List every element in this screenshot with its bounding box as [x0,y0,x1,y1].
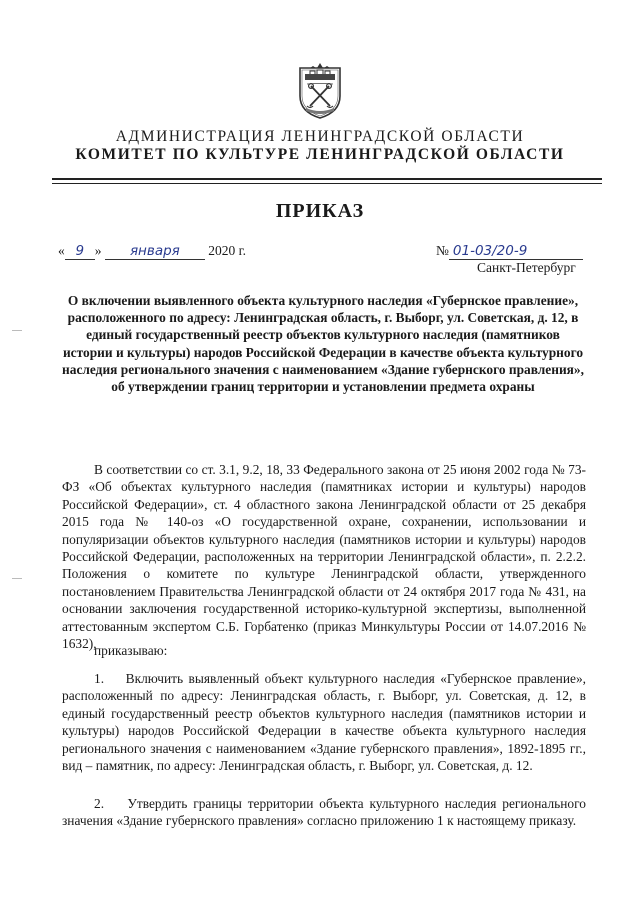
order-item-1: 1. Включить выявленный объект культурного наследия «Губернское правление», расположенный по адресу: Ленинградская область, г. Выборг, ул. Советская, д. 12, в единый государственный реестр объектов культурного наследия (памятников истории и культуры) народов Российской Федерации в качестве объекта культурного наследия регионального значения с наименованием «Здание губернского правления», 1892-1895 гг., вид – памятник, по адресу: Ленинградская область, г. Выборг, ул. Советская, д. 12. [62,671,586,774]
number-value: 01-03/20-9 [449,243,583,260]
preamble-paragraph: В соответствии со ст. 3.1, 9.2, 18, 33 Федерального закона от 25 июня 2002 года № 73-ФЗ «Об объектах культурного наследия (памятниках истории и культуры) народов Российской Федерации», ст. 4 областного закона Ленинградской области от 25 декабря 2015 года № 140-оз «О государственной охране, сохранении, использовании и популяризации объектов культурного наследия (памятников истории и культуры) народов Российской Федерации, расположенных на территории Ленинградской области», п. 2.2.2. Положения о комитете по культуре Ленинградской области, утвержденного постановлением Правительства Ленинградской области от 24 октября 2017 года № 431, на основании заключения государственной историко-культурной экспертизы, выполненной аттестованным экспертом С.Б. Горбатенко (приказ Минкультуры России от 14.07.2016 № 1632), [62,462,586,652]
number-prefix: № [436,243,449,258]
committee-name: КОМИТЕТ ПО КУЛЬТУРЕ ЛЕНИНГРАДСКОЙ ОБЛАСТИ [75,146,565,163]
date-year: 2020 г. [208,243,247,258]
date-month: января [105,243,205,260]
order-item-2: 2. Утвердить границы территории объекта культурного наследия регионального значения «Здание губернского правления» согласно приложению 1 к настоящему приказу. [62,796,586,829]
order-word: приказываю: [94,643,168,658]
scan-margin-mark [12,330,22,331]
header-divider-thick [52,178,602,180]
organization-name: АДМИНИСТРАЦИЯ ЛЕНИНГРАДСКОЙ ОБЛАСТИ [115,128,525,145]
scan-margin-mark [12,578,22,579]
document-subject: О включении выявленного объекта культурного наследия «Губернское правление», расположенного по адресу: Ленинградская область, г. Выборг, ул. Советская, д. 12, в единый государственный реестр объектов культурного наследия (памятников истории и культуры) народов Российской Федерации в качестве объекта культурного наследия регионального значения с наименованием «Здание губернского правления», об утверждении границ территории и установлении предмета охраны [62,293,584,395]
header-divider-thin [52,183,602,184]
coat-of-arms-icon [297,62,343,120]
document-date [58,243,246,260]
document-city: Санкт-Петербург [477,260,576,275]
date-close-quote: » [94,243,102,258]
date-open-quote: « [58,243,65,258]
document-title: ПРИКАЗ [275,200,365,222]
date-day: 9 [65,243,95,260]
document-number [436,243,583,260]
